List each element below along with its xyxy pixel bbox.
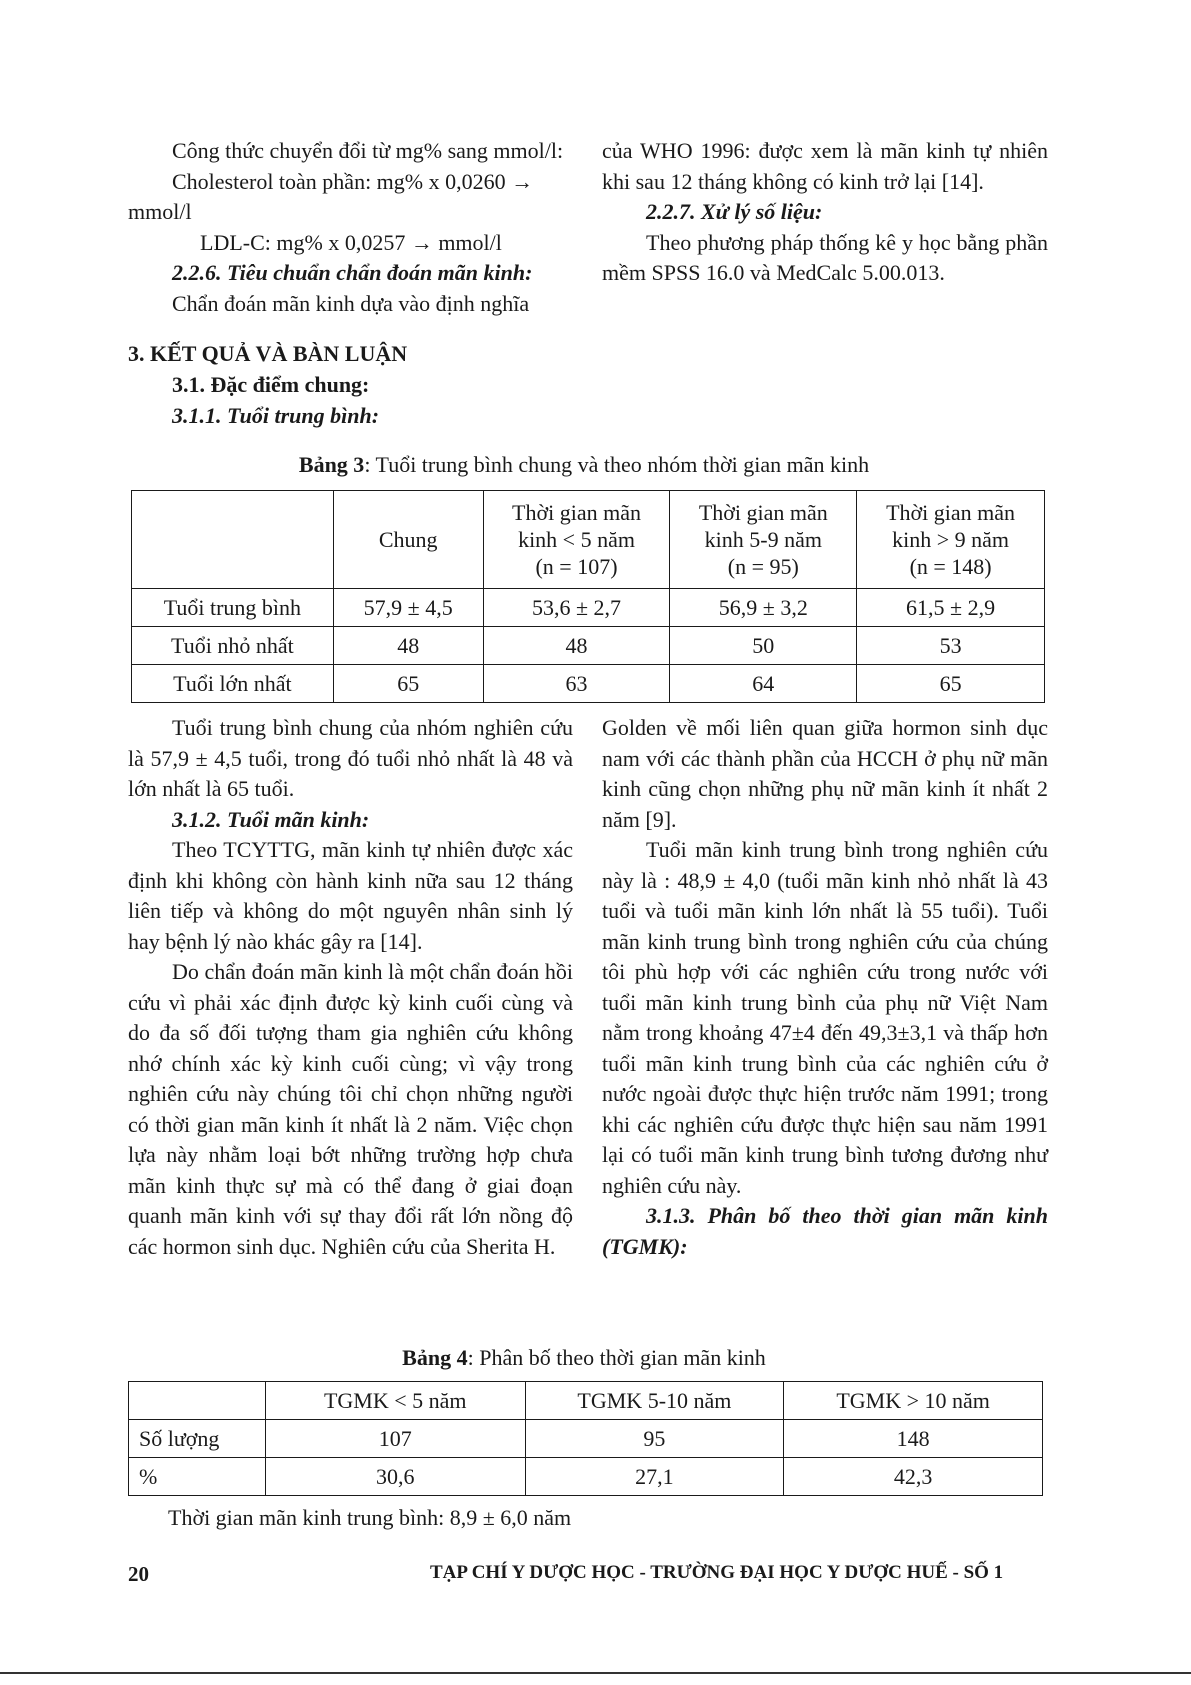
subsection-heading: 3.1.2. Tuổi mãn kinh: — [172, 806, 370, 832]
table-cell: 65 — [857, 665, 1045, 703]
paragraph: Công thức chuyển đổi từ mg% sang mmol/l: — [172, 138, 564, 163]
table4-caption-label: Bảng 4 — [402, 1345, 468, 1370]
table-cell: 64 — [670, 665, 857, 703]
paragraph: Do chẩn đoán mãn kinh là một chẩn đoán hồi cứu vì phải xác định được kỳ kinh cuối cùng và do đa số đối tượng tham gia nghiên cứu không nhớ chính xác kỳ kinh cuối cùng; vì vậy trong nghiên cứu này chúng tôi chỉ chọn những người có thời gian mãn kinh ít nhất là 2 năm. Việc chọn lựa này nhằm loại bớt những trường hợp chưa mãn kinh thực sự mà có thể đang ở giai đoạn quanh mãn kinh với sự thay đổi rất lớn nồng độ các hormon sinh dục. Nghiên cứu của Sherita H. — [128, 959, 573, 1259]
table-cell: 65 — [333, 665, 483, 703]
section-title: 3. KẾT QUẢ VÀ BÀN LUẬN — [128, 341, 408, 366]
table-row — [129, 1420, 1043, 1458]
header-line: kinh 5-9 năm — [704, 527, 822, 552]
table-cell: 148 — [784, 1420, 1043, 1458]
paragraph: Theo TCYTTG, mãn kinh tự nhiên được xác định khi không còn hành kinh nữa sau 12 tháng liên tiếp và không do một nguyên nhân sinh lý hay bệnh lý nào khác gây ra [14]. — [128, 837, 573, 954]
table-cell: 107 — [265, 1420, 525, 1458]
table3-header-row — [132, 491, 1045, 589]
table4-note — [128, 1503, 1040, 1534]
table-cell: 61,5 ± 2,9 — [857, 589, 1045, 627]
row-label: Số lượng — [129, 1420, 266, 1458]
table3-header-cell — [857, 491, 1045, 589]
table-row — [132, 665, 1045, 703]
subsection-title: 3.1. Đặc điểm chung: — [172, 372, 370, 397]
right-column-mid — [602, 713, 1048, 1262]
paragraph: Tuổi trung bình chung của nhóm nghiên cứu là 57,9 ± 4,5 tuổi, trong đó tuổi nhỏ nhất là 48 và lớn nhất là 65 tuổi. — [128, 715, 573, 801]
page-number: 20 — [128, 1562, 149, 1586]
table-row — [132, 589, 1045, 627]
table3-header-empty — [132, 491, 334, 589]
table-cell: 63 — [483, 665, 670, 703]
table-cell: 48 — [483, 627, 670, 665]
subsubsection-title: 3.1.1. Tuổi trung bình: — [172, 403, 380, 428]
table3-header-cell — [483, 491, 670, 589]
table-cell: 95 — [525, 1420, 784, 1458]
table3-header-cell: Chung — [333, 491, 483, 589]
row-label: Tuổi trung bình — [132, 589, 334, 627]
table4-caption — [128, 1343, 1040, 1373]
paragraph: Theo phương pháp thống kê y học bằng phần mềm SPSS 16.0 và MedCalc 5.00.013. — [602, 229, 1048, 285]
paragraph: LDL-C: mg% x 0,0257 → mmol/l — [200, 229, 502, 255]
table-cell: 30,6 — [265, 1458, 525, 1496]
subsection-heading: 2.2.7. Xử lý số liệu: — [646, 199, 823, 224]
table4-header-row — [129, 1382, 1043, 1420]
table4-header-cell: TGMK < 5 năm — [265, 1382, 525, 1420]
left-column-top — [128, 136, 573, 319]
table3-caption-text: : Tuổi trung bình chung và theo nhóm thời gian mãn kinh — [364, 452, 870, 477]
table3-caption-label: Bảng 3 — [298, 452, 365, 477]
header-line: Thời gian mãn — [698, 500, 828, 525]
paragraph: Cholesterol toàn phần: mg% x 0,0260 → mmol/l — [128, 168, 534, 224]
table-row — [132, 627, 1045, 665]
header-line: kinh < 5 năm — [518, 527, 635, 552]
paragraph: của WHO 1996: được xem là mãn kinh tự nhiên khi sau 12 tháng không có kinh trở lại [14]. — [602, 138, 1048, 194]
header-line: Thời gian mãn — [886, 500, 1016, 525]
header-line: kinh > 9 năm — [892, 527, 1010, 552]
left-column-mid — [128, 713, 573, 1262]
bottom-rule — [0, 1672, 1191, 1674]
paragraph: Tuổi mãn kinh trung bình trong nghiên cứu này là : 48,9 ± 4,0 (tuổi mãn kinh nhỏ nhất là 43 tuổi và tuổi mãn kinh lớn nhất là 55 tuổi). Tuổi mãn kinh trung bình trong nghiên cứu của chúng tôi phù hợp với các nghiên cứu trong nước với tuổi mãn kinh trung bình của phụ nữ Việt Nam nằm trong khoảng 47±4 đến 49,3±3,1 và thấp hơn tuổi mãn kinh trung bình của các nghiên cứu ở nước ngoài được thực hiện trước năm 1991; trong khi các nghiên cứu được thực hiện sau năm 1991 lại có tuổi mãn kinh trung bình tương đương như nghiên cứu này. — [602, 837, 1048, 1198]
table-cell: 50 — [670, 627, 857, 665]
row-label: Tuổi lớn nhất — [132, 665, 334, 703]
header-line: (n = 148) — [909, 554, 992, 579]
table-cell: 42,3 — [784, 1458, 1043, 1496]
header-line: Thời gian mãn — [512, 500, 641, 525]
table4 — [128, 1381, 1043, 1496]
row-label: % — [129, 1458, 266, 1496]
header-line: (n = 95) — [727, 554, 799, 579]
paragraph: Golden về mối liên quan giữa hormon sinh dục nam với các thành phần của HCCH ở phụ nữ mãn kinh cũng chọn những phụ nữ mãn kinh ít nhất 2 năm [9]. — [602, 715, 1048, 832]
subsection-heading: 3.1.3. Phân bố theo thời gian mãn kinh (TGMK): — [602, 1203, 1048, 1259]
table-cell: 53,6 ± 2,7 — [483, 589, 670, 627]
table-cell: 48 — [333, 627, 483, 665]
paragraph: Chẩn đoán mãn kinh dựa vào định nghĩa — [172, 290, 530, 316]
right-column-top — [602, 136, 1048, 289]
table-cell: 56,9 ± 3,2 — [670, 589, 857, 627]
results-heading-block — [128, 338, 407, 431]
journal-name: TẠP CHÍ Y DƯỢC HỌC - TRƯỜNG ĐẠI HỌC Y DƯỢC HUẾ - SỐ 1 — [430, 1562, 1004, 1583]
table4-header-empty — [129, 1382, 266, 1420]
table4-header-cell: TGMK > 10 năm — [784, 1382, 1043, 1420]
header-line: (n = 107) — [535, 554, 618, 579]
table-cell: 57,9 ± 4,5 — [333, 589, 483, 627]
row-label: Tuổi nhỏ nhất — [132, 627, 334, 665]
table3-header-cell — [670, 491, 857, 589]
table-cell: 53 — [857, 627, 1045, 665]
table3-caption — [128, 450, 1040, 480]
table3 — [131, 490, 1045, 703]
table4-header-cell: TGMK 5-10 năm — [525, 1382, 784, 1420]
subsection-heading: 2.2.6. Tiêu chuẩn chẩn đoán mãn kinh: — [172, 260, 533, 285]
table-cell: 27,1 — [525, 1458, 784, 1496]
table4-caption-text: : Phân bố theo thời gian mãn kinh — [467, 1345, 766, 1370]
paragraph: Thời gian mãn kinh trung bình: 8,9 ± 6,0 năm — [168, 1505, 572, 1530]
table-row — [129, 1458, 1043, 1496]
